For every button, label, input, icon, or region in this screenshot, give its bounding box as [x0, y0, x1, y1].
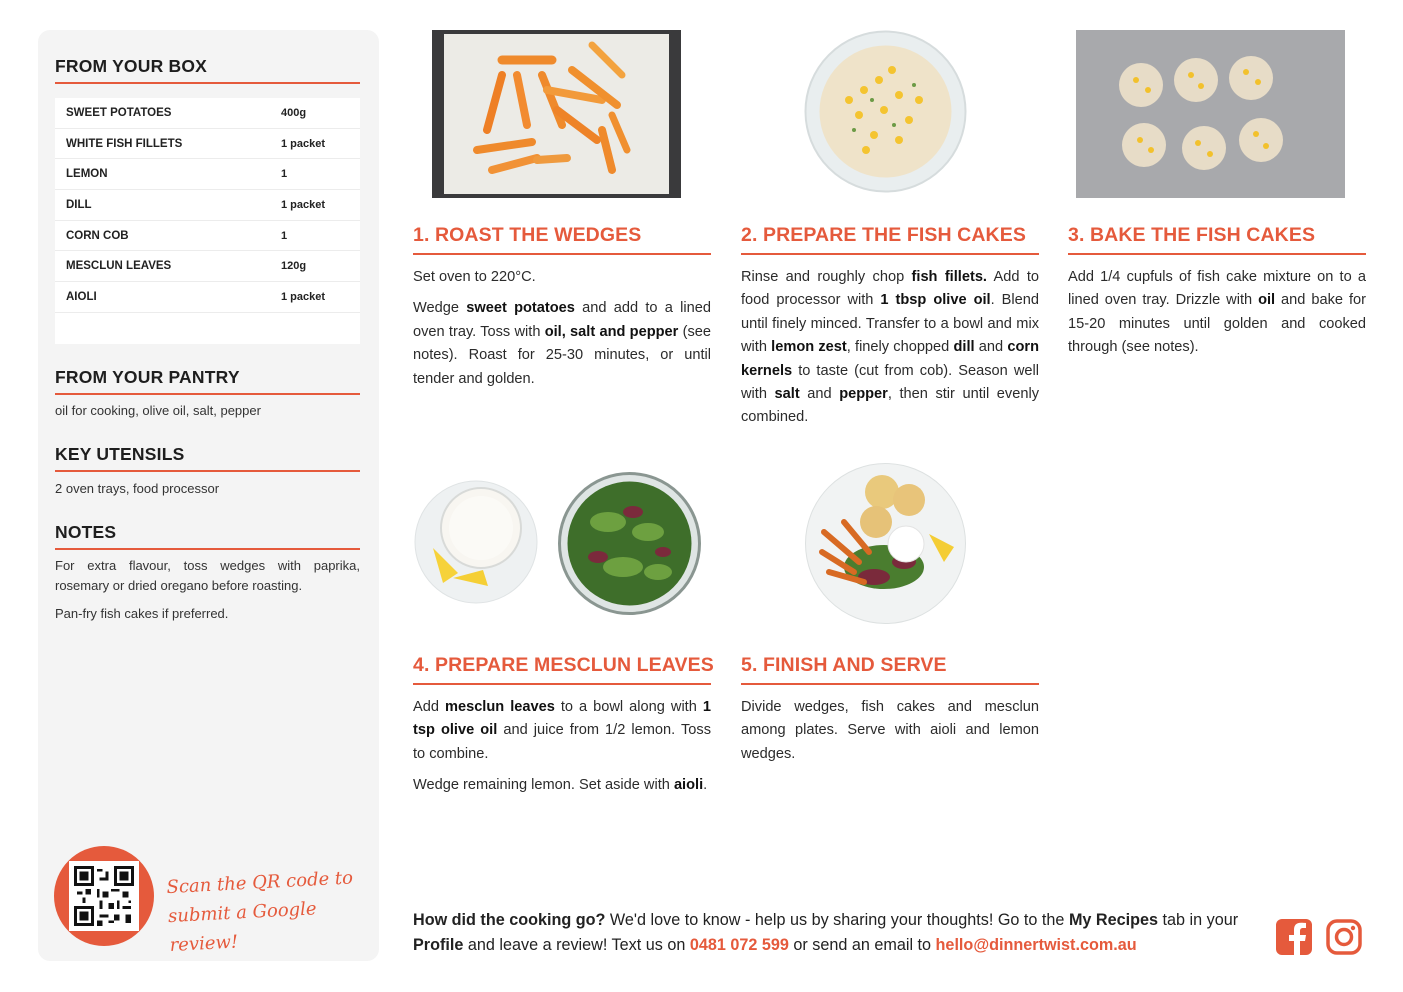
- divider: [413, 683, 711, 685]
- ingredient-name: DILL: [66, 198, 92, 211]
- ingredient-row: [55, 190, 360, 221]
- profile-link[interactable]: Profile: [413, 936, 464, 954]
- ingredient-row: [55, 159, 360, 190]
- step-4-title: 4. PREPARE MESCLUN LEAVES: [413, 654, 714, 676]
- phone-link[interactable]: 0481 072 599: [689, 936, 789, 954]
- ingredient-name: LEMON: [66, 168, 108, 181]
- step-1-body: [413, 266, 711, 399]
- step-1-title: 1. ROAST THE WEDGES: [413, 224, 642, 246]
- qr-code[interactable]: [69, 861, 139, 931]
- divider: [741, 253, 1039, 255]
- ingredient-row: [55, 282, 360, 313]
- mesclun-salad-photo: [558, 472, 701, 615]
- ingredient-row: [55, 251, 360, 282]
- step-4-text-2: Wedge remaining lemon. Set aside with aioli.: [413, 777, 708, 794]
- ingredient-name: AIOLI: [66, 290, 97, 303]
- divider: [1068, 253, 1366, 255]
- email-link[interactable]: hello@dinnertwist.com.au: [935, 936, 1137, 954]
- step-5-text: Divide wedges, fish cakes and mesclun among plates. Serve with aioli and lemon wedges.: [741, 699, 1039, 762]
- ingredient-qty: 1 packet: [281, 198, 326, 211]
- divider: [55, 548, 360, 550]
- ingredient-name: WHITE FISH FILLETS: [66, 137, 183, 150]
- utensils-text: 2 oven trays, food processor: [55, 481, 220, 496]
- review-footer: How did the cooking go? We'd love to know - help us by sharing your thoughts! Go to the My Recipes tab in your Profile and leave a review! Text us on 0481 072 599 or send an email to hello@dinnertwist.com.au: [413, 911, 1239, 954]
- fish-mixture-photo: [804, 30, 967, 193]
- step-5-title: 5. FINISH AND SERVE: [741, 654, 947, 676]
- ingredient-qty: 1: [281, 168, 288, 181]
- box-title: FROM YOUR BOX: [55, 56, 208, 76]
- step-3-body: [1068, 266, 1366, 368]
- ingredient-name: MESCLUN LEAVES: [66, 260, 172, 273]
- divider: [55, 393, 360, 395]
- divider: [55, 470, 360, 472]
- qr-prompt-line1: Scan the QR code to: [166, 867, 354, 899]
- ingredient-name: CORN COB: [66, 229, 129, 242]
- ingredient-qty: 120g: [281, 260, 307, 273]
- step-4-body: [413, 696, 711, 806]
- step-2-text: Rinse and roughly chop fish fillets. Add to food processor with 1 tbsp olive oil. Blend until finely minced. Transfer to a bowl and mix with lemon zest, finely chopped dill and corn kernels to taste (cut from cob). Season well with salt and pepper, then stir until evenly combined.: [741, 269, 1040, 426]
- step-3-text: Add 1/4 cupfuls of fish cake mixture on to a lined oven tray. Drizzle with oil and bake for 15-20 minutes until golden and cooked through (see notes).: [1068, 269, 1366, 356]
- divider: [413, 253, 711, 255]
- utensils-title: KEY UTENSILS: [55, 444, 185, 464]
- notes-title: NOTES: [55, 522, 117, 542]
- ingredient-row: [55, 221, 360, 252]
- divider: [741, 683, 1039, 685]
- plated-dish-photo: [804, 462, 967, 625]
- pantry-title: FROM YOUR PANTRY: [55, 367, 240, 387]
- instagram-icon[interactable]: [1326, 919, 1362, 955]
- ingredient-row: [55, 129, 360, 160]
- ingredient-qty: 1 packet: [281, 290, 326, 303]
- ingredients-sidebar: [38, 30, 379, 961]
- fish-cakes-tray-photo: [1076, 30, 1345, 198]
- roasting-wedges-photo: [432, 30, 681, 198]
- ingredient-qty: 1 packet: [281, 137, 326, 150]
- notes-text-1: For extra flavour, toss wedges with paprika, rosemary or dried oregano before roasting.: [55, 558, 360, 593]
- step-2-body: [741, 266, 1039, 438]
- pantry-text: oil for cooking, olive oil, salt, pepper: [55, 403, 261, 418]
- ingredient-row: [55, 98, 360, 129]
- step-1-text-2: Wedge sweet potatoes and add to a lined oven tray. Toss with oil, salt and pepper (see notes). Roast for 25-30 minutes, or until tender and golden.: [413, 300, 712, 387]
- step-5-body: [741, 696, 1039, 774]
- divider: [55, 82, 360, 84]
- step-3-title: 3. BAKE THE FISH CAKES: [1068, 224, 1316, 246]
- ingredient-qty: 1: [281, 229, 288, 242]
- step-1-text-1: Set oven to 220°C.: [413, 269, 536, 285]
- qr-prompt-line2: submit a Google review!: [167, 898, 318, 957]
- step-4-text-1: Add mesclun leaves to a bowl along with 1 tsp olive oil and juice from 1/2 lemon. Toss to combine.: [413, 699, 711, 762]
- aioli-lemon-photo: [413, 478, 539, 606]
- qr-prompt: [166, 863, 365, 960]
- qr-code-badge[interactable]: [54, 846, 154, 946]
- ingredient-name: SWEET POTATOES: [66, 106, 172, 119]
- facebook-icon[interactable]: [1276, 919, 1312, 955]
- my-recipes-link[interactable]: My Recipes: [1068, 911, 1159, 929]
- footer-question: How did the cooking go?: [413, 911, 606, 929]
- step-2-title: 2. PREPARE THE FISH CAKES: [741, 224, 1026, 246]
- notes-text-2: Pan-fry fish cakes if preferred.: [55, 606, 229, 621]
- box-ingredients-table: [55, 98, 360, 344]
- ingredient-qty: 400g: [281, 106, 307, 119]
